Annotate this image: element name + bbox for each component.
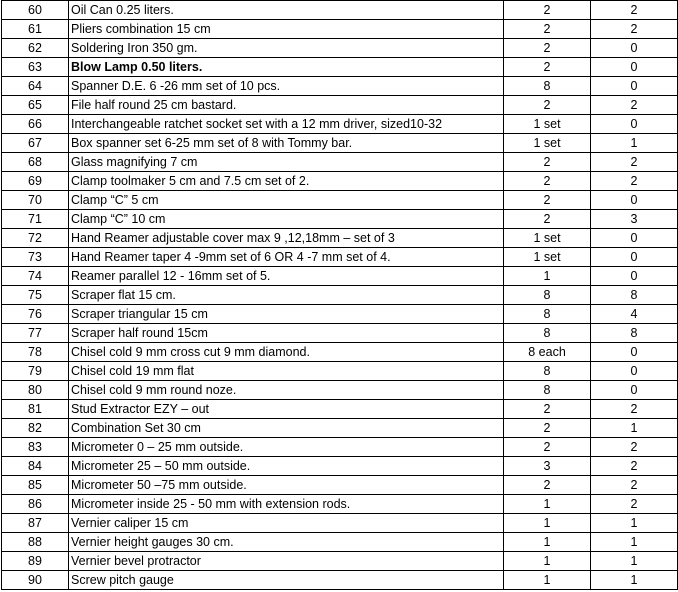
- item-description-cell: Clamp “C” 10 cm: [69, 210, 504, 229]
- table-row: [2, 571, 678, 590]
- serial-number-cell: 65: [2, 96, 69, 115]
- item-description-cell: Box spanner set 6-25 mm set of 8 with Tommy bar.: [69, 134, 504, 153]
- required-quantity-cell: 1: [504, 267, 591, 286]
- table-row: [2, 381, 678, 400]
- available-quantity-cell: 8: [591, 286, 678, 305]
- item-description-cell: Hand Reamer taper 4 -9mm set of 6 OR 4 -7 mm set of 4.: [69, 248, 504, 267]
- table-row: [2, 248, 678, 267]
- table-row: [2, 172, 678, 191]
- required-quantity-cell: 1 set: [504, 115, 591, 134]
- serial-number-cell: 83: [2, 438, 69, 457]
- required-quantity-cell: 1: [504, 533, 591, 552]
- available-quantity-cell: 2: [591, 400, 678, 419]
- available-quantity-cell: 2: [591, 1, 678, 20]
- available-quantity-cell: 0: [591, 248, 678, 267]
- serial-number-cell: 87: [2, 514, 69, 533]
- available-quantity-cell: 1: [591, 533, 678, 552]
- item-description-cell: Hand Reamer adjustable cover max 9 ,12,18mm – set of 3: [69, 229, 504, 248]
- table-row: [2, 267, 678, 286]
- available-quantity-cell: 4: [591, 305, 678, 324]
- available-quantity-cell: 2: [591, 153, 678, 172]
- item-description-cell: Chisel cold 9 mm cross cut 9 mm diamond.: [69, 343, 504, 362]
- item-description-cell: Clamp toolmaker 5 cm and 7.5 cm set of 2.: [69, 172, 504, 191]
- table-row: [2, 229, 678, 248]
- required-quantity-cell: 8: [504, 305, 591, 324]
- table-row: [2, 1, 678, 20]
- available-quantity-cell: 8: [591, 324, 678, 343]
- item-description-cell: Vernier bevel protractor: [69, 552, 504, 571]
- serial-number-cell: 80: [2, 381, 69, 400]
- table-row: [2, 305, 678, 324]
- item-description-cell: Scraper flat 15 cm.: [69, 286, 504, 305]
- available-quantity-cell: 2: [591, 96, 678, 115]
- table-row: [2, 20, 678, 39]
- table-row: [2, 495, 678, 514]
- table-row: [2, 343, 678, 362]
- required-quantity-cell: 1 set: [504, 248, 591, 267]
- table-row: [2, 324, 678, 343]
- available-quantity-cell: 1: [591, 419, 678, 438]
- item-description-cell: Micrometer 0 – 25 mm outside.: [69, 438, 504, 457]
- required-quantity-cell: 8: [504, 362, 591, 381]
- serial-number-cell: 81: [2, 400, 69, 419]
- item-description-cell: Chisel cold 9 mm round noze.: [69, 381, 504, 400]
- required-quantity-cell: 1: [504, 552, 591, 571]
- table-row: [2, 514, 678, 533]
- available-quantity-cell: 0: [591, 58, 678, 77]
- table-row: [2, 362, 678, 381]
- required-quantity-cell: 2: [504, 191, 591, 210]
- serial-number-cell: 86: [2, 495, 69, 514]
- available-quantity-cell: 2: [591, 172, 678, 191]
- equipment-table: [1, 0, 678, 590]
- item-description-cell: Glass magnifying 7 cm: [69, 153, 504, 172]
- item-description-cell: Reamer parallel 12 - 16mm set of 5.: [69, 267, 504, 286]
- serial-number-cell: 72: [2, 229, 69, 248]
- item-description-cell: Spanner D.E. 6 -26 mm set of 10 pcs.: [69, 77, 504, 96]
- table-row: [2, 58, 678, 77]
- item-description-cell: Vernier height gauges 30 cm.: [69, 533, 504, 552]
- item-description-cell: Combination Set 30 cm: [69, 419, 504, 438]
- available-quantity-cell: 0: [591, 39, 678, 58]
- available-quantity-cell: 2: [591, 476, 678, 495]
- serial-number-cell: 61: [2, 20, 69, 39]
- available-quantity-cell: 2: [591, 495, 678, 514]
- table-row: [2, 134, 678, 153]
- item-description-cell: Chisel cold 19 mm flat: [69, 362, 504, 381]
- required-quantity-cell: 2: [504, 172, 591, 191]
- serial-number-cell: 76: [2, 305, 69, 324]
- available-quantity-cell: 2: [591, 20, 678, 39]
- required-quantity-cell: 2: [504, 438, 591, 457]
- required-quantity-cell: 1: [504, 571, 591, 590]
- table-row: [2, 191, 678, 210]
- item-description-cell: Vernier caliper 15 cm: [69, 514, 504, 533]
- item-description-cell: Micrometer 50 –75 mm outside.: [69, 476, 504, 495]
- item-description-cell: Scraper half round 15cm: [69, 324, 504, 343]
- serial-number-cell: 75: [2, 286, 69, 305]
- serial-number-cell: 88: [2, 533, 69, 552]
- required-quantity-cell: 1 set: [504, 134, 591, 153]
- required-quantity-cell: 2: [504, 1, 591, 20]
- serial-number-cell: 64: [2, 77, 69, 96]
- available-quantity-cell: 0: [591, 77, 678, 96]
- item-description-cell: Stud Extractor EZY – out: [69, 400, 504, 419]
- available-quantity-cell: 0: [591, 229, 678, 248]
- required-quantity-cell: 8 each: [504, 343, 591, 362]
- serial-number-cell: 73: [2, 248, 69, 267]
- serial-number-cell: 77: [2, 324, 69, 343]
- serial-number-cell: 78: [2, 343, 69, 362]
- item-description-cell: Pliers combination 15 cm: [69, 20, 504, 39]
- table-row: [2, 39, 678, 58]
- available-quantity-cell: 2: [591, 457, 678, 476]
- serial-number-cell: 69: [2, 172, 69, 191]
- serial-number-cell: 70: [2, 191, 69, 210]
- available-quantity-cell: 1: [591, 514, 678, 533]
- required-quantity-cell: 2: [504, 96, 591, 115]
- item-description-cell: Micrometer inside 25 - 50 mm with extension rods.: [69, 495, 504, 514]
- serial-number-cell: 90: [2, 571, 69, 590]
- available-quantity-cell: 0: [591, 343, 678, 362]
- required-quantity-cell: 1: [504, 514, 591, 533]
- required-quantity-cell: 2: [504, 153, 591, 172]
- available-quantity-cell: 1: [591, 571, 678, 590]
- table-row: [2, 153, 678, 172]
- available-quantity-cell: 0: [591, 381, 678, 400]
- serial-number-cell: 89: [2, 552, 69, 571]
- available-quantity-cell: 0: [591, 191, 678, 210]
- required-quantity-cell: 8: [504, 381, 591, 400]
- serial-number-cell: 84: [2, 457, 69, 476]
- required-quantity-cell: 8: [504, 77, 591, 96]
- table-row: [2, 210, 678, 229]
- item-description-cell: Scraper triangular 15 cm: [69, 305, 504, 324]
- table-row: [2, 77, 678, 96]
- item-description-cell: Screw pitch gauge: [69, 571, 504, 590]
- table-row: [2, 96, 678, 115]
- serial-number-cell: 60: [2, 1, 69, 20]
- required-quantity-cell: 2: [504, 39, 591, 58]
- item-description-cell: Blow Lamp 0.50 liters.: [69, 58, 504, 77]
- required-quantity-cell: 8: [504, 286, 591, 305]
- table-body: [2, 1, 678, 590]
- available-quantity-cell: 2: [591, 438, 678, 457]
- item-description-cell: Clamp “C” 5 cm: [69, 191, 504, 210]
- serial-number-cell: 67: [2, 134, 69, 153]
- available-quantity-cell: 0: [591, 267, 678, 286]
- required-quantity-cell: 2: [504, 58, 591, 77]
- required-quantity-cell: 1: [504, 495, 591, 514]
- available-quantity-cell: 0: [591, 115, 678, 134]
- table-row: [2, 476, 678, 495]
- required-quantity-cell: 2: [504, 20, 591, 39]
- required-quantity-cell: 2: [504, 419, 591, 438]
- table-row: [2, 419, 678, 438]
- serial-number-cell: 74: [2, 267, 69, 286]
- table-row: [2, 457, 678, 476]
- required-quantity-cell: 2: [504, 476, 591, 495]
- serial-number-cell: 62: [2, 39, 69, 58]
- serial-number-cell: 71: [2, 210, 69, 229]
- item-description-cell: File half round 25 cm bastard.: [69, 96, 504, 115]
- available-quantity-cell: 0: [591, 362, 678, 381]
- serial-number-cell: 79: [2, 362, 69, 381]
- serial-number-cell: 85: [2, 476, 69, 495]
- serial-number-cell: 68: [2, 153, 69, 172]
- serial-number-cell: 82: [2, 419, 69, 438]
- item-description-cell: Oil Can 0.25 liters.: [69, 1, 504, 20]
- required-quantity-cell: 3: [504, 457, 591, 476]
- available-quantity-cell: 1: [591, 552, 678, 571]
- required-quantity-cell: 1 set: [504, 229, 591, 248]
- required-quantity-cell: 8: [504, 324, 591, 343]
- table-row: [2, 533, 678, 552]
- required-quantity-cell: 2: [504, 400, 591, 419]
- item-description-cell: Micrometer 25 – 50 mm outside.: [69, 457, 504, 476]
- serial-number-cell: 66: [2, 115, 69, 134]
- table-row: [2, 438, 678, 457]
- table-row: [2, 286, 678, 305]
- available-quantity-cell: 1: [591, 134, 678, 153]
- table-row: [2, 552, 678, 571]
- item-description-cell: Soldering Iron 350 gm.: [69, 39, 504, 58]
- item-description-cell: Interchangeable ratchet socket set with a 12 mm driver, sized10-32: [69, 115, 504, 134]
- required-quantity-cell: 2: [504, 210, 591, 229]
- table-row: [2, 400, 678, 419]
- available-quantity-cell: 3: [591, 210, 678, 229]
- serial-number-cell: 63: [2, 58, 69, 77]
- table-row: [2, 115, 678, 134]
